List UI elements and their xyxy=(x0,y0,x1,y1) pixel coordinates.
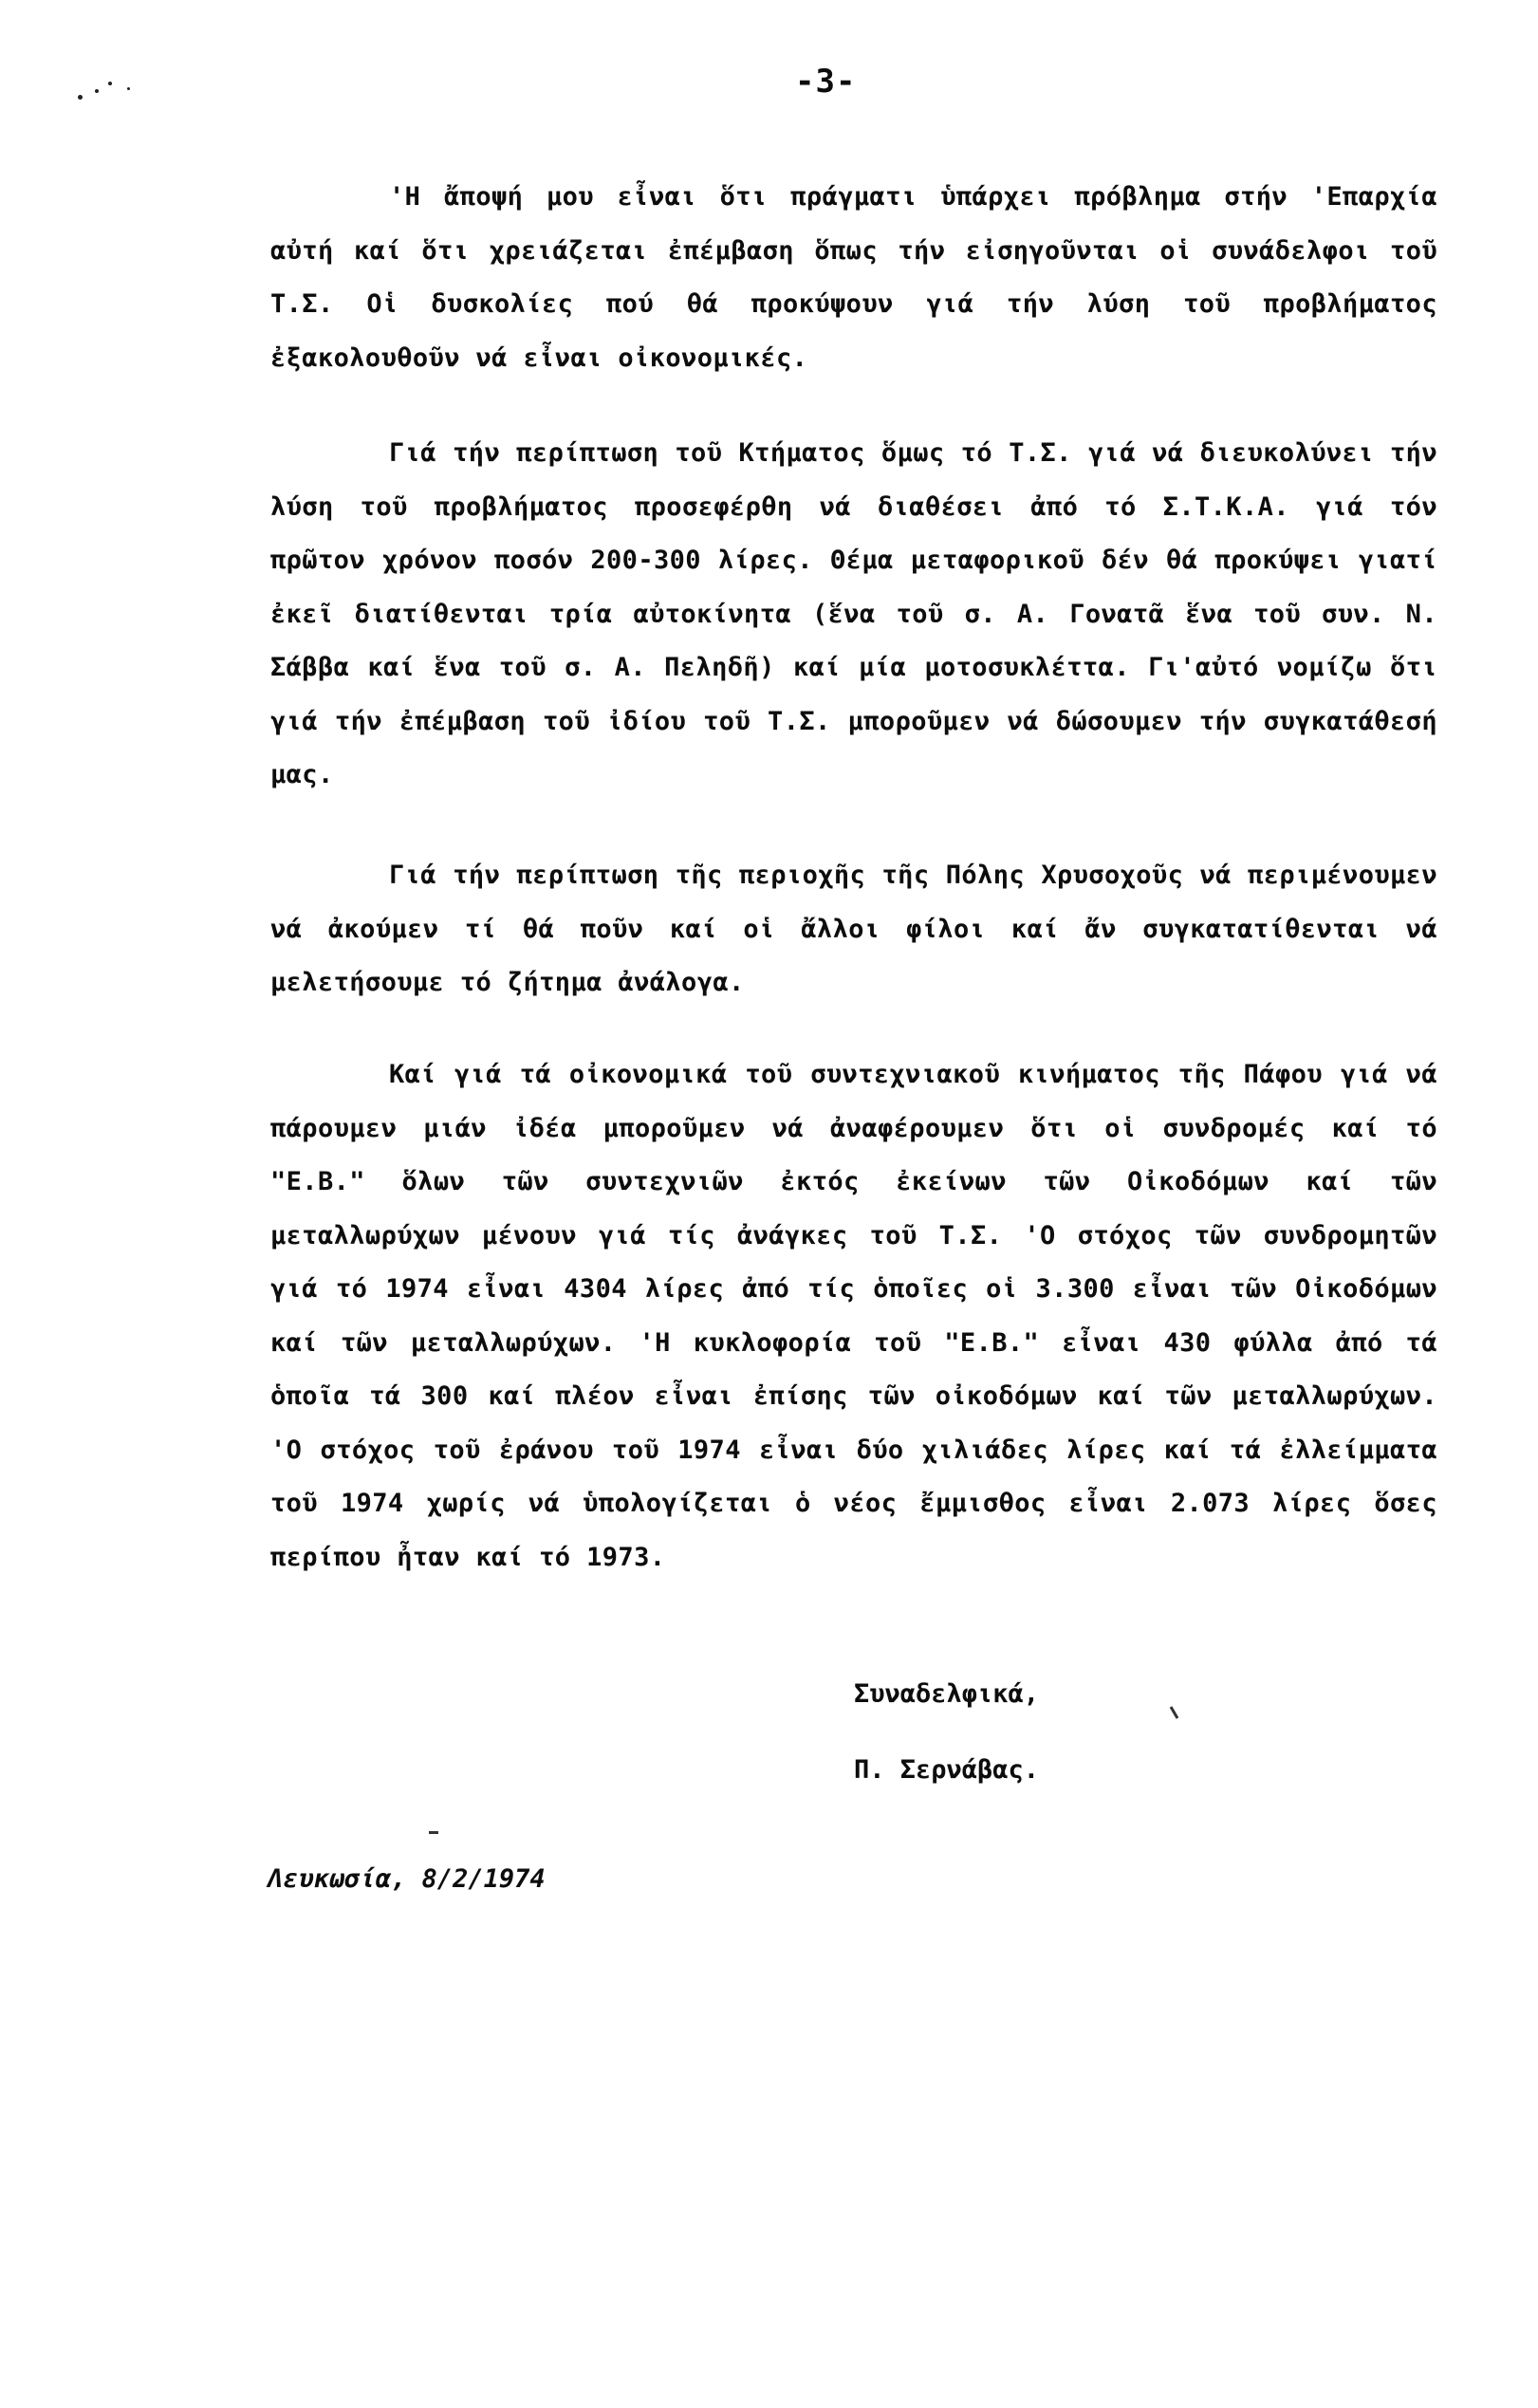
paragraph: Γιά τήν περίπτωση τῆς περιοχῆς τῆς Πόλης Χρυσοχοῦς νά περιμένουμεν νά ἀκούμεν τί θά ποῦν καί οἱ ἄλλοι φίλοι καί ἄν συγκατατίθενται νά μελετήσουμε τό ζήτημα ἀνάλογα. xyxy=(270,861,1437,997)
scan-speck xyxy=(108,82,112,85)
signature-name: Π. Σερνάβας. xyxy=(854,1755,1040,1785)
scan-speck xyxy=(127,87,130,90)
scan-speck xyxy=(95,89,99,93)
paragraph: 'Η ἄποψή μου εἶναι ὅτι πράγματι ὑπάρχει πρόβλημα στήν 'Επαρχία αὐτή καί ὅτι χρειάζεται ἐπέμβαση ὅπως τήν εἰσηγοῦνται οἱ συνάδελφοι τοῦ Τ.Σ. Οἱ δυσκολίες πού θά προκύψουν γιά τήν λύση τοῦ προβλήματος ἐξακολουθοῦν νά εἶναι οἰκονομικές. xyxy=(270,182,1437,373)
page-number: -3- xyxy=(795,63,857,101)
stray-mark xyxy=(1170,1706,1179,1719)
scan-speck xyxy=(78,95,83,100)
place-and-date: Λευκωσία, 8/2/1974 xyxy=(268,1864,546,1894)
stray-mark xyxy=(429,1831,438,1834)
closing-salutation: Συναδελφικά, xyxy=(854,1679,1040,1709)
paragraph: Καί γιά τά οἰκονομικά τοῦ συντεχνιακοῦ κινήματος τῆς Πάφου γιά νά πάρουμεν μιάν ἰδέα μποροῦμεν νά ἀναφέρουμεν ὅτι οἱ συνδρομές καί τό "Ε.Β." ὅλων τῶν συντεχνιῶν ἐκτός ἐκείνων τῶν Οἰκοδόμων καί τῶν μεταλλωρύχων μένουν γιά τίς ἀνάγκες τοῦ Τ.Σ. 'Ο στόχος τῶν συνδρομητῶν γιά τό 1974 εἶναι 4304 λίρες ἀπό τίς ὁποῖες οἱ 3.300 εἶναι τῶν Οἰκοδόμων καί τῶν μεταλλωρύχων. 'Η κυκλοφορία τοῦ "Ε.Β." εἶναι 430 φύλλα ἀπό τά ὁποῖα τά 300 καί πλέον εἶναι ἐπίσης τῶν οἰκοδόμων καί τῶν μεταλλωρύχων. 'Ο στόχος τοῦ ἐράνου τοῦ 1974 εἶναι δύο χιλιάδες λίρες καί τά ἐλλείμματα τοῦ 1974 χωρίς νά ὑπολογίζεται ὁ νέος ἔμμισθος εἶναι 2.073 λίρες ὅσες περίπου ἦταν καί τό 1973. xyxy=(270,1060,1437,1572)
paragraph: Γιά τήν περίπτωση τοῦ Κτήματος ὅμως τό Τ.Σ. γιά νά διευκολύνει τήν λύση τοῦ προβλήματος προσεφέρθη νά διαθέσει ἀπό τό Σ.Τ.Κ.Α. γιά τόν πρῶτον χρόνον ποσόν 200-300 λίρες. Θέμα μεταφορικοῦ δέν θά προκύψει γιατί ἐκεῖ διατίθενται τρία αὐτοκίνητα (ἕνα τοῦ σ. Α. Γονατᾶ ἕνα τοῦ συν. Ν. Σάββα καί ἕνα τοῦ σ. Α. Πεληδῆ) καί μία μοτοσυκλέττα. Γι'αὐτό νομίζω ὅτι γιά τήν ἐπέμβαση τοῦ ἰδίου τοῦ Τ.Σ. μποροῦμεν νά δώσουμεν τήν συγκατάθεσή μας. xyxy=(270,438,1437,789)
